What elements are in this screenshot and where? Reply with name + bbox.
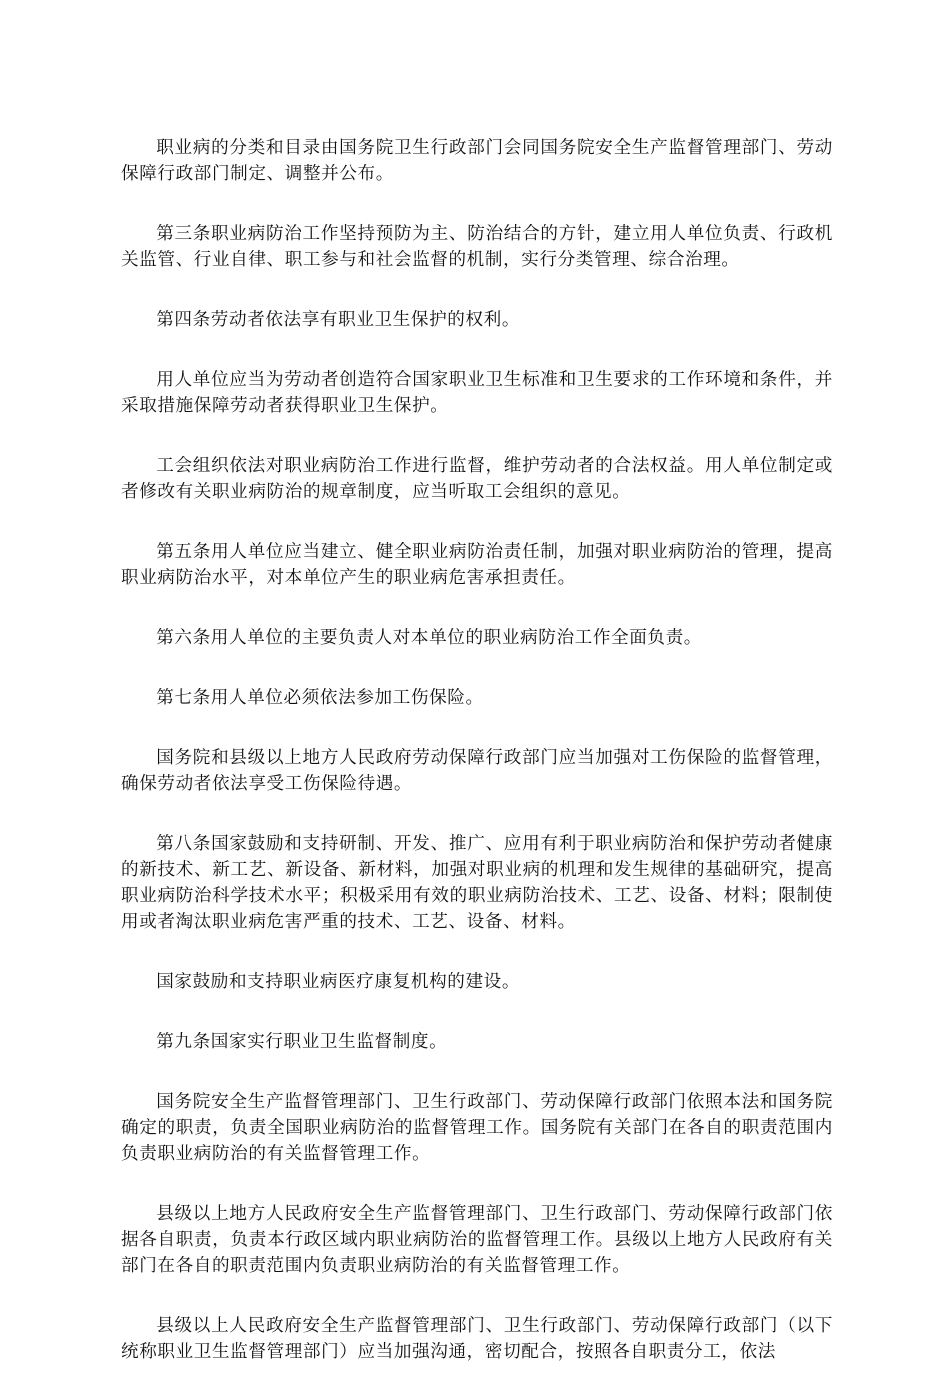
paragraph: 第五条用人单位应当建立、健全职业病防治责任制，加强对职业病防治的管理，提高职业病防治水平，对本单位产生的职业病危害承担责任。: [121, 542, 833, 588]
paragraph: 国务院和县级以上地方人民政府劳动保障行政部门应当加强对工伤保险的监督管理，确保劳动者依法享受工伤保险待遇。: [121, 748, 833, 794]
paragraph: 用人单位应当为劳动者创造符合国家职业卫生标准和卫生要求的工作环境和条件，并采取措施保障劳动者获得职业卫生保护。: [121, 370, 833, 416]
paragraph: 工会组织依法对职业病防治工作进行监督，维护劳动者的合法权益。用人单位制定或者修改有关职业病防治的规章制度，应当听取工会组织的意见。: [121, 456, 833, 502]
document-body: [121, 135, 833, 1399]
paragraph: 国家鼓励和支持职业病医疗康复机构的建设。: [156, 972, 521, 992]
paragraph: 第三条职业病防治工作坚持预防为主、防治结合的方针，建立用人单位负责、行政机关监管、行业自律、职工参与和社会监督的机制，实行分类管理、综合治理。: [121, 224, 833, 270]
paragraph: 国务院安全生产监督管理部门、卫生行政部门、劳动保障行政部门依照本法和国务院确定的职责，负责全国职业病防治的监督管理工作。国务院有关部门在各自的职责范围内负责职业病防治的有关监督管理工作。: [121, 1092, 833, 1164]
paragraph: 第八条国家鼓励和支持研制、开发、推广、应用有利于职业病防治和保护劳动者健康的新技术、新工艺、新设备、新材料，加强对职业病的机理和发生规律的基础研究，提高职业病防治科学技术水平；积极采用有效的职业病防治技术、工艺、设备、材料；限制使用或者淘汰职业病危害严重的技术、工艺、设备、材料。: [121, 834, 833, 932]
paragraph: 第四条劳动者依法享有职业卫生保护的权利。: [156, 310, 521, 330]
paragraph: 职业病的分类和目录由国务院卫生行政部门会同国务院安全生产监督管理部门、劳动保障行政部门制定、调整并公布。: [121, 138, 833, 184]
paragraph: 第七条用人单位必须依法参加工伤保险。: [156, 688, 484, 708]
paragraph: 第六条用人单位的主要负责人对本单位的职业病防治工作全面负责。: [156, 628, 703, 648]
paragraph: 县级以上人民政府安全生产监督管理部门、卫生行政部门、劳动保障行政部门（以下统称职业卫生监督管理部门）应当加强沟通，密切配合，按照各自职责分工，依法: [121, 1316, 833, 1362]
paragraph: 第九条国家实行职业卫生监督制度。: [156, 1032, 448, 1052]
paragraph: 县级以上地方人民政府安全生产监督管理部门、卫生行政部门、劳动保障行政部门依据各自职责，负责本行政区域内职业病防治的监督管理工作。县级以上地方人民政府有关部门在各自的职责范围内负责职业病防治的有关监督管理工作。: [121, 1204, 833, 1276]
